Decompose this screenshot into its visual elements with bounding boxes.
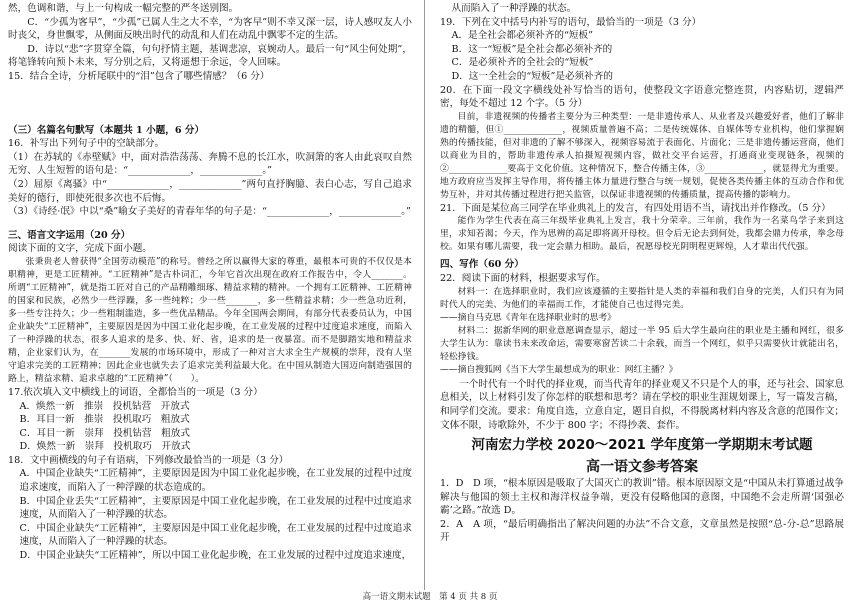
option-a: A．焕然一新 推崇 投机钻营 开放式 xyxy=(19,400,190,412)
option-b: B．耳目一新 推崇 投机取巧 粗放式 xyxy=(19,414,190,426)
text-line: 然，色调和谐，与上一句构成一幅完整的严冬送别图。 xyxy=(8,3,239,14)
option-c: C．耳目一新 崇拜 投机钻营 粗放式 xyxy=(19,427,190,439)
option-a: A．中国企业缺失“工匠精神”，主要原因是因为中国工业化起步晚，在工业发展的过程中过度追求速度，而陷入了一种浮躁的状态造成的。 xyxy=(19,468,412,494)
passage-21: 能作为学生代表在高三年级毕业典礼上发言，我十分荣幸。三年前，我作为一名菜鸟学子来到这里，求知若渴；今天，作为思辨的高足即将离开母校。但令后无论去到何处，我都会鼎力传承，拳念母校。如果有哪儿需要，我一定会鼎力相助。最后，祝愿母校光阴明程更辉煌，人才辈出代代强。 xyxy=(440,216,844,253)
option-d: D．焕然一新 崇拜 投机取巧 开放式 xyxy=(19,441,191,453)
answer-2: 2．A A 项，“最后明确指出了解决问题的办法”不合文意，文章虽然是按照“总-分-总”思路展开 xyxy=(440,518,844,544)
question-18: 18．文中画横线的句子有语病，下列修改最恰当的一项是（3 分） xyxy=(8,454,289,466)
material-1: 材料一：在选择职业时，我们应该遵循的主要指针是人类的幸福和我们自身的完美，人们只有为同时代人的完美、为他们的幸福而工作，才能使自己也过得完美。 xyxy=(440,286,844,310)
column-divider xyxy=(424,0,425,590)
reading-instruction: 阅读下面的文字，完成下面小题。 xyxy=(8,243,152,255)
left-column xyxy=(8,2,412,563)
option-a: A．是全社会都必须补齐的“短板” xyxy=(451,30,593,42)
option-b: B．中国企业丢失“工匠精神”，主要原因是中国工业化起步晚，在工业发展的过程中过度追求速度，从而陷入了一种浮躁的状态。 xyxy=(19,495,412,521)
question-16-1: （1）在苏轼的《赤壁赋》中，面对浩浩荡荡、奔腾不息的长江水，吹洞箫的客人由此哀叹自然无穷、人生短暂的语句是：“_____________，_____________。” xyxy=(8,151,412,177)
option-c: C．是必须补齐的全社会的“短板” xyxy=(451,57,594,69)
section-heading: （三）名篇名句默写（本题共 1 小题，6 分） xyxy=(8,124,205,136)
question-17: 17.依次填入文中横线上的词语，全都恰当的一项是（3 分） xyxy=(8,386,263,398)
question-16-3: （3）《诗经·氓》中以“桑”喻女子美好的青春年华的句子是：“_____________，_____________。” xyxy=(8,206,411,218)
material-2-source: ——摘自搜狐网《当下大学生最想成为的职业：网红主播？》 xyxy=(440,365,678,376)
question-20: 20．在下面一段文字横线处补写恰当的语句，使整段文字语意完整连贯，内容贴切，逻辑严密，每处不超过 12 个字。（5 分） xyxy=(440,84,844,110)
question-22: 22．阅读下面的材料，根据要求写作。 xyxy=(440,272,606,284)
passage-20: 目前，非遗视频的传播者主要分为三种类型：一是非遗传承人、从业者及兴趣爱好者，他们了解非遗的精髓，但①_____________，视频质量普遍不高；二是传统媒体、自媒体等专业机构，他们掌握娴熟的传播技能，但对非遗的了解不够深入，视频容易流于表面化、片面化；三是非遗传播运营商，他们以商业为目的，帮助非遗传承人拍摄短视频内容，做社交平台运营，打通商业变现链条，视频的②_____________要高于文化价值。这种情况下，整合传播主体，③_____________，就显得尤为重要。地方政府应当发挥主导作用，将传播主体力量进行整合与统一规划，促使各类传播主体的互动合作和优势互补，并对其传播过程进行把关监管，以保证非遗视频的传播质量，提高传播的影响力。 xyxy=(440,111,844,200)
answer-title: 河南宏力学校 2020～2021 学年度第一学期期末考试题 xyxy=(471,437,813,454)
material-2: 材料二：据新华网的职业意愿调查显示，超过一半 95 后大学生最向往的职业是主播和网红，很多大学生认为：靠读书未来改命运，需要寒窗苦读二十余载，而当一个网红，似乎只需要伙计就能出名，轻松挣钱。 xyxy=(440,326,844,363)
page-footer: 高一语文期末试题 第 4 页 共 8 页 xyxy=(362,592,498,602)
right-column xyxy=(440,2,844,545)
text-line: 从而陷入了一种浮躁的状态。 xyxy=(451,3,577,14)
section-heading: 三、语言文字运用（20 分） xyxy=(8,229,131,241)
option-d: D．中国企业缺失“工匠精神”，所以中国工业化起步晚，在工业发展的过程中过度追求速度， xyxy=(19,550,412,562)
question-15: 15．结合全诗，分析尾联中的“泪”包含了哪些情感？（6 分） xyxy=(8,70,270,82)
answer-1: 1．D D 项，“根本原因是吸取了大国灭亡的教训”错。根本原因原文是“中国从未打算通过战争解决与他国的领土主权和海洋权益争端，更没有侵略他国的意图，中国绝不会走所谓‘国强必霸’之路。”故选 D。 xyxy=(440,478,844,517)
option-c: C．中国企业缺失“工匠精神”，主要原因是中国工业化起步晚，在工业发展的过程中过度追求速度，从而陷入了一种浮躁的状态。 xyxy=(19,522,412,548)
material-1-source: ——摘自马克思《青年在选择职业时的思考》 xyxy=(440,312,616,323)
section-heading: 四、写作（60 分） xyxy=(440,259,524,271)
writing-task: 一个时代有一个时代的择业观，而当代青年的择业观又不只是个人的事，还与社会、国家息息相关，以上材料引发了你怎样的联想和思考？请在学校的职业生涯规划课上，写一篇发言稿，和同学们交流。要求：角度自选，立意自定，题目自拟，不得脱离材料内容及含意的范围作文；文体不限，诗歌除外，不少于 800 字；不得抄袭、套作。 xyxy=(440,378,844,431)
question-21: 21．下面是某位高三同学在毕业典礼上的发言，有四处用语不当，请找出并作修改。（5 分） xyxy=(440,202,831,214)
option-b: B．这一“短板”是全社会都必须补齐的 xyxy=(451,43,613,55)
option-d: D．诗以“悲”字贯穿全篇，句句抒情主题，基调悲凉，哀婉动人。最后一句“风尘何处期”，将笔锋转向预卜未来，写分别之后，又将遥想于余远，令人回味。 xyxy=(8,43,412,69)
question-16-2: （2）屈原《离骚》中“_____________，_____________”两句直抒胸臆、表白心志，写自己追求美好的德行，即使死很多次也不后悔。 xyxy=(8,178,412,204)
question-16: 16．补写出下列句子中的空缺部分。 xyxy=(8,138,165,150)
answer-subtitle: 高一语文参考答案 xyxy=(586,459,698,476)
option-d: D．这一全社会的“短板”是必须补齐的 xyxy=(451,70,613,82)
question-19: 19．下列在文中括号内补写的语句，最恰当的一项是（3 分） xyxy=(440,16,702,28)
option-c: C．“少孤为客早”，“少孤”已属人生之大不幸，“为客早”则不幸又深一层，诗人感叹友人小时丧父，身世飘零，从侧面反映出时代的动乱和人们在动乱中飘零不定的生活。 xyxy=(8,16,412,42)
reading-passage: 张秉贵老人曾获得“全国劳动模范”的称号。曾经之所以赢得大家的尊重，最根本可贵的不仅仅是本职精神，更是工匠精神。“工匠精神”是古朴词汇，今年它首次出现在政府工作报告中，令人_______。所谓“工匠精神”，就是指工匠对自己的产品精雕细琢、精益求精的精神。一个拥有工匠精神、工匠精神的国家和民族，必然少一些浮躁，多一些纯粹；少一些_______，多一些精益求精；少一些急功近利，多一些专注持久；少一些粗制滥造，多一些优品精品。今年全国两会期间，有部分代表委员认为，中国企业缺失“工匠精神”，主要原因是因为中国工业化起步晚，在工业发展的过程中过度追求速度，而陷入了一种浮躁的状态，很多人追求的是多、快、好、省，追求的是一夜暴富。而不是脚踏实地和精益求精，企业家们认为，在_______发展的市场环境中，形成了一种对言大求全生产规模的崇拜，没有人坚守追求完美的工匠精神；因此企业也就失去了追求完美利益最大化。在中国从制造大国迈向制造强国的路上，精益求精、追求卓越的“工匠精神”（ ）。 xyxy=(8,256,412,384)
